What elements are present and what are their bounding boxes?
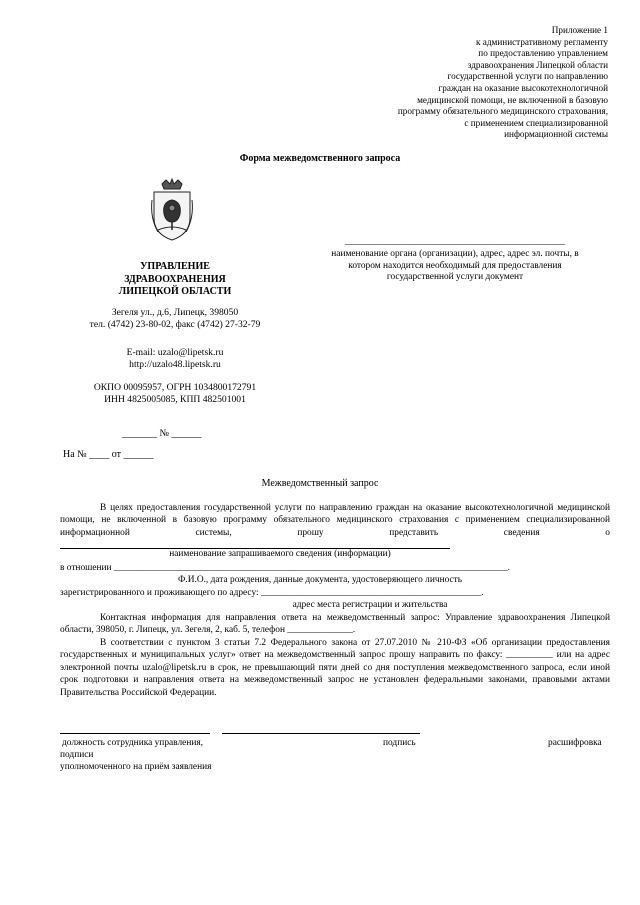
appendix-line: информационной системы [504,129,608,140]
decoding-label: расшифровка [548,738,602,748]
org-name-line: ЗДРАВООХРАНЕНИЯ [124,273,226,285]
appendix-line: к административному регламенту [476,36,608,47]
outgoing-number-field: _______ № ______ [122,428,202,439]
appendix-line: по предоставлению управлением [478,48,608,59]
appendix-line: граждан на оказание высокотехнологичной [438,82,608,93]
org-website: http://uzalo48.lipetsk.ru [129,359,221,370]
organization-web [60,347,290,371]
signature-label: подпись [383,738,416,748]
organization-name [70,261,280,299]
appendix-line: медицинской помощи, не включенной в базовую [417,94,608,105]
appendix-line: государственной услуги по направлению [447,71,608,82]
recipient-caption-line: котором находится необходимый для предоставления [348,260,562,271]
org-name-line: ЛИПЕЦКОЙ ОБЛАСТИ [118,286,232,297]
recipient-caption-line: наименование органа (организации), адрес, адрес эл. почты, в [331,248,579,259]
appendix-line: здравоохранения Липецкой области [467,59,608,70]
info-caption: наименование запрашиваемого сведения (информации) [169,549,391,559]
organization-codes [60,382,290,406]
form-title: Форма межведомственного запроса [239,153,401,164]
position-signature-line [60,733,210,734]
appendix-line: Приложение 1 [551,25,608,35]
organization-contacts [60,307,290,331]
position-label: должность сотрудника управления, [62,738,204,748]
reply-reference-field: На № ____ от ______ [63,449,154,460]
org-inn: ИНН 4825005085, КПП 482501001 [104,394,246,405]
signature-label-continued: подписи [60,750,94,760]
regarding-line: в отношении ____________________________________________________________________________________. [60,563,511,573]
authorized-label: уполномоченного на приём заявления [60,762,212,772]
law-paragraph [60,637,610,699]
recipient-underline: _______________________________________________ [344,237,566,247]
org-name-line: УПРАВЛЕНИЕ [140,261,210,272]
recipient-block [305,237,605,284]
signature-line [222,733,344,734]
request-paragraph [60,502,610,539]
contact-paragraph [60,612,610,637]
law-reference-text: В соответствии с пунктом 3 статьи 7.2 Федерального закона от 27.07.2010 № 210-ФЗ «Об организации предоставления государственных и муниципальных услуг» ответ на межведомственный запрос прошу направить по факсу: __________ или на адрес электронной почты uzalo@lipetsk.ru в срок, не превышающий пяти дней со дня поступления межведомственного запроса, если иной срок подготовки и направления ответа на межведомственный запрос не установлен федеральными законами, правовыми актами Правительства Российской Федерации. [60,638,610,698]
request-title: Межведомственный запрос [261,478,379,489]
org-email: E-mail: uzalo@lipetsk.ru [126,347,224,358]
registered-address-line: зарегистрированного и проживающего по адресу: _______________________________________________. [60,588,484,598]
recipient-caption-line: государственной услуги документ [386,272,524,283]
appendix-line: программу обязательного медицинского страхования, [397,106,608,117]
appendix-header [398,25,608,141]
contact-info-text: Контактная информация для направления ответа на межведомственный запрос: Управление здравоохранения Липецкой области, 398050, г. Липецк, ул. Зегеля, 2, каб. 5, телефон ______________. [60,613,610,636]
person-caption: Ф.И.О., дата рождения, данные документа, удостоверяющего личность [177,575,463,585]
coat-of-arms-emblem [148,178,196,242]
address-caption: адрес места регистрации и жительства [292,600,448,610]
request-intro-text: В целях предоставления государственной услуги по направлению граждан на оказание высокотехнологичной медицинской помощи, не включенной в базовую программу обязательного медицинского страхования с применением специализированной информационной системы, прошу представить сведения о [60,503,610,538]
decoding-signature-line [338,733,420,734]
org-phone: тел. (4742) 23-80-02, факс (4742) 27-32-79 [89,319,261,330]
org-address: Зегеля ул., д.6, Липецк, 398050 [111,307,239,318]
org-okpo: ОКПО 00095957, ОГРН 1034800172791 [93,382,257,393]
appendix-line: с применением специализированной [464,117,608,128]
